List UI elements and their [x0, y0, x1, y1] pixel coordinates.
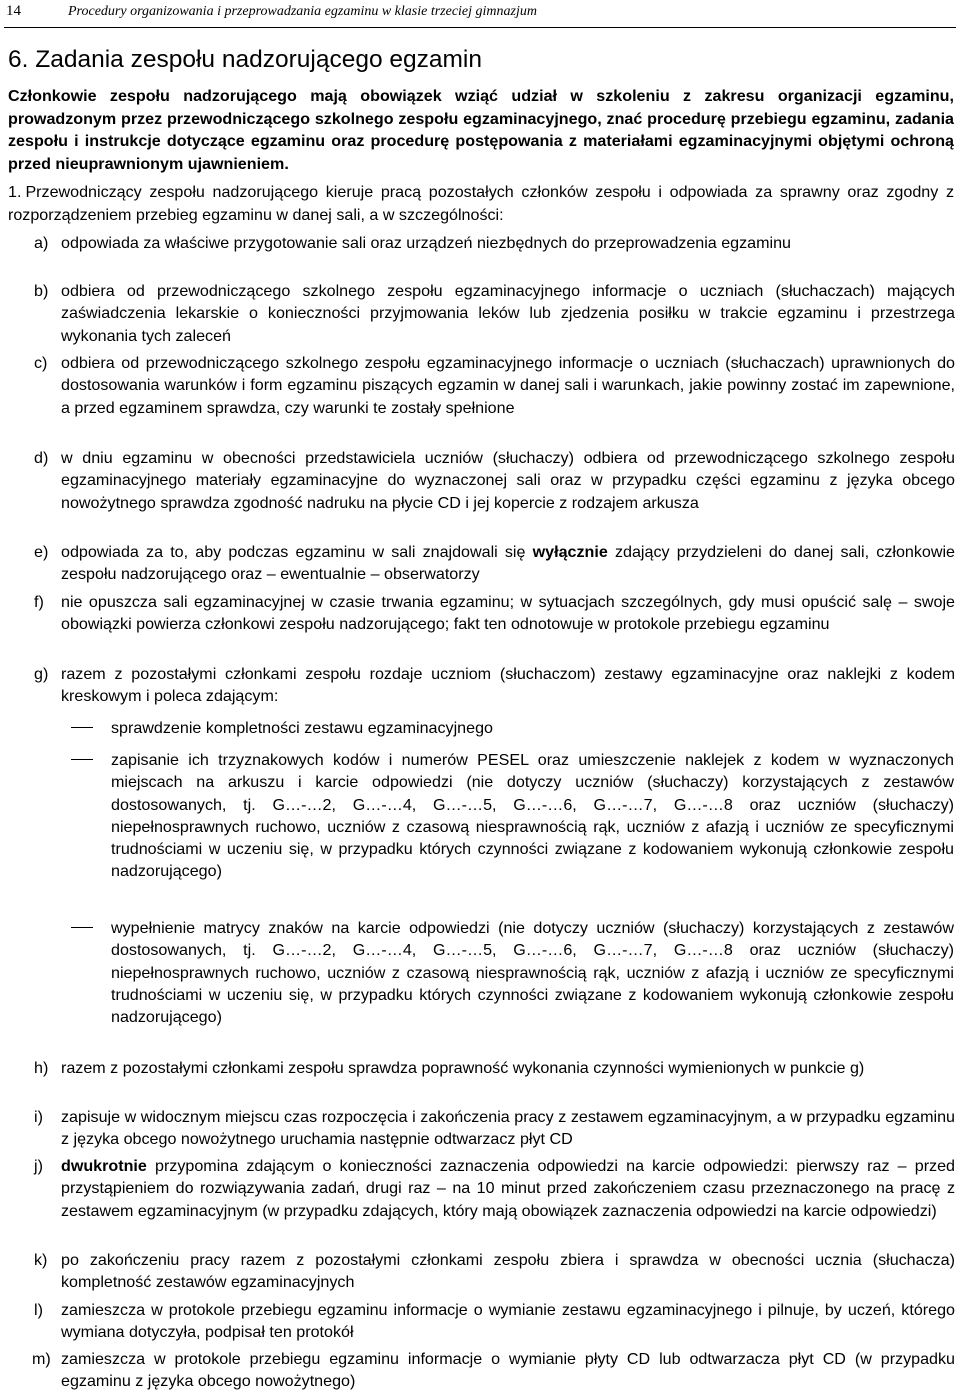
section-title: 6. Zadania zespołu nadzorującego egzamin — [8, 46, 482, 73]
item-label: l) — [34, 1301, 43, 1319]
item-text: razem z pozostałymi członkami zespołu sprawdza poprawność wykonania czynności wymienionych w punkcie g) — [61, 1059, 865, 1077]
sub-item-text: zapisanie ich trzyznakowych kodów i numerów PESEL oraz umieszczenie naklejek z kodem w wyznaczonych miejscach na arkuszu i karcie odpowiedzi (nie dotyczy uczniów (słuchaczy) korzystających z zestawów dostosowanych, tj. G…-…2, G…-…4, G…-…5, G…-…6, G…-…7, G…-…8 oraz uczniów (słuchaczy) niepełnosprawnych ruchowo, uczniów z czasową niesprawnością rąk, uczniów z afazją i uczniów ze specyficznymi trudnościami w uczeniu się, w przypadku których czynności związane z kodowaniem wykonują członkowie zespołu nadzorującego) — [111, 751, 954, 881]
list-item-l — [34, 1299, 955, 1344]
item-text-after: zdający przydzieleni do danej sali, członkowie zespołu nadzorującego oraz – ewentualnie – obserwatorzy — [61, 543, 955, 584]
item-label: d) — [34, 449, 49, 467]
item-label: g) — [34, 665, 49, 683]
item-text-bold: dwukrotnie — [61, 1157, 147, 1175]
item-label: k) — [34, 1251, 48, 1269]
item-text: odpowiada za właściwe przygotowanie sali oraz urządzeń niezbędnych do przeprowadzenia egzaminu — [61, 234, 792, 252]
item-label: b) — [34, 282, 49, 300]
dash-bullet — [71, 759, 93, 760]
item-text: razem z pozostałymi członkami zespołu rozdaje uczniom (słuchaczom) zestawy egzaminacyjne oraz naklejki z kodem kreskowym i poleca zdającym: — [61, 665, 955, 706]
list-item-e — [34, 541, 955, 586]
point-1-number: 1. — [8, 183, 22, 201]
item-text-bold: wyłącznie — [532, 543, 608, 561]
page-number: 14 — [6, 3, 21, 19]
item-label: f) — [34, 593, 44, 611]
list-item-c — [34, 352, 955, 419]
item-text: po zakończeniu pracy razem z pozostałymi członkami zespołu zbiera i sprawdza w obecności ucznia (słuchacza) kompletność zestawów egzaminacyjnych — [61, 1251, 955, 1292]
list-item-g — [34, 663, 955, 708]
item-text: odbiera od przewodniczącego szkolnego zespołu egzaminacyjnego informacje o uczniach (słuchaczach) uprawnionych do dostosowania warunków i form egzaminu piszących egzamin w danej sali i warunkach, jakie powinny zostać im zapewnione, a przed egzaminem sprawdza, czy warunki te zostały spełnione — [61, 354, 955, 417]
list-item-f — [34, 591, 955, 636]
list-item-a — [34, 232, 955, 254]
page-header — [4, 1, 956, 28]
item-text-before: odpowiada za to, aby podczas egzaminu w sali znajdowali się — [61, 543, 533, 561]
item-label: e) — [34, 543, 49, 561]
sub-item-text: sprawdzenie kompletności zestawu egzaminacyjnego — [111, 719, 493, 737]
sub-item-3 — [111, 917, 954, 1028]
item-label: h) — [34, 1059, 49, 1077]
item-label: i) — [34, 1108, 43, 1126]
item-label: c) — [34, 354, 48, 372]
dash-bullet — [71, 727, 93, 728]
item-text: zapisuje w widocznym miejscu czas rozpoczęcia i zakończenia pracy z zestawem egzaminacyjnym, a w przypadku egzaminu z języka obcego nowożytnego uruchamia następnie odtwarzacz płyt CD — [61, 1108, 955, 1149]
item-text: zamieszcza w protokole przebiegu egzaminu informacje o wymianie zestawu egzaminacyjnego i pilnuje, by uczeń, którego wymiana dotyczyła, podpisał ten protokół — [61, 1301, 955, 1342]
sub-item-2 — [111, 749, 954, 883]
list-item-i — [34, 1106, 955, 1151]
list-item-h — [34, 1057, 955, 1079]
item-label: a) — [34, 234, 49, 252]
section-intro: Członkowie zespołu nadzorującego mają obowiązek wziąć udział w szkoleniu z zakresu organizacji egzaminu, prowadzonym przez przewodniczącego szkolnego zespołu egzaminacyjnego, znać procedurę przebiegu egzaminu, zadania zespołu i instrukcje dotyczące egzaminu oraz procedurę postępowania z materiałami egzaminacyjnymi objętymi ochroną przed nieuprawnionym ujawnieniem. — [8, 87, 954, 173]
list-item-j — [34, 1155, 955, 1222]
item-text: zamieszcza w protokole przebiegu egzaminu informacje o wymianie płyty CD lub odtwarzacza płyt CD (w przypadku egzaminu z języka obcego nowożytnego) — [61, 1350, 955, 1391]
point-1 — [8, 181, 954, 226]
list-item-k — [34, 1249, 955, 1294]
item-text: nie opuszcza sali egzaminacyjnej w czasie trwania egzaminu; w sytuacjach szczególnych, gdy musi opuścić salę – swoje obowiązki powierza członkowi zespołu nadzorującego; fakt ten odnotowuje w protokole przebiegu egzaminu — [61, 593, 955, 634]
list-item-m — [32, 1348, 955, 1393]
item-label: m) — [32, 1350, 51, 1368]
item-label: j) — [34, 1157, 43, 1175]
sub-item-text: wypełnienie matrycy znaków na karcie odpowiedzi (nie dotyczy uczniów (słuchaczy) korzystających z zestawów dostosowanych, tj. G…-…2, G…-…4, G…-…5, G…-…6, G…-…7, G…-…8 oraz uczniów (słuchaczy) niepełnosprawnych ruchowo, uczniów z czasową niesprawnością rąk, uczniów z afazją i uczniów ze specyficznymi trudnościami w uczeniu się, w przypadku których czynności związane z kodowaniem wykonują członkowie zespołu nadzorującego) — [111, 919, 954, 1027]
item-text-after: przypomina zdającym o konieczności zaznaczenia odpowiedzi na karcie odpowiedzi: pierwszy raz – przed przystąpieniem do rozwiązywania zadań, drugi raz – na 10 minut przed zakończeniem czasu przeznaczonego na pracę z zestawem egzaminacyjnym (w przypadku zdających, który mają obowiązek zaznaczenia odpowiedzi na karcie odpowiedzi) — [61, 1157, 955, 1220]
item-text: odbiera od przewodniczącego szkolnego zespołu egzaminacyjnego informacje o uczniach (słuchaczach) mających zaświadczenia lekarskie o konieczności przyjmowania leków lub zjedzenia posiłku w trakcie egzaminu i przestrzega wykonania tych zaleceń — [61, 282, 955, 345]
list-item-d — [34, 447, 955, 514]
running-title: Procedury organizowania i przeprowadzania egzaminu w klasie trzeciej gimnazjum — [68, 4, 537, 19]
sub-item-1 — [111, 717, 954, 739]
item-text: w dniu egzaminu w obecności przedstawiciela uczniów (słuchaczy) odbiera od przewodniczącego szkolnego zespołu egzaminacyjnego materiały egzaminacyjne do wyznaczonej sali oraz w przypadku części egzaminu z języka obcego nowożytnego sprawdza zgodność nadruku na płycie CD i jej kopercie z rodzajem arkusza — [61, 449, 955, 512]
list-item-b — [34, 280, 955, 347]
point-1-text: Przewodniczący zespołu nadzorującego kieruje pracą pozostałych członków zespołu i odpowiada za sprawny oraz zgodny z rozporządzeniem przebieg egzaminu w danej sali, a w szczególności: — [8, 183, 954, 224]
dash-bullet — [71, 927, 93, 928]
